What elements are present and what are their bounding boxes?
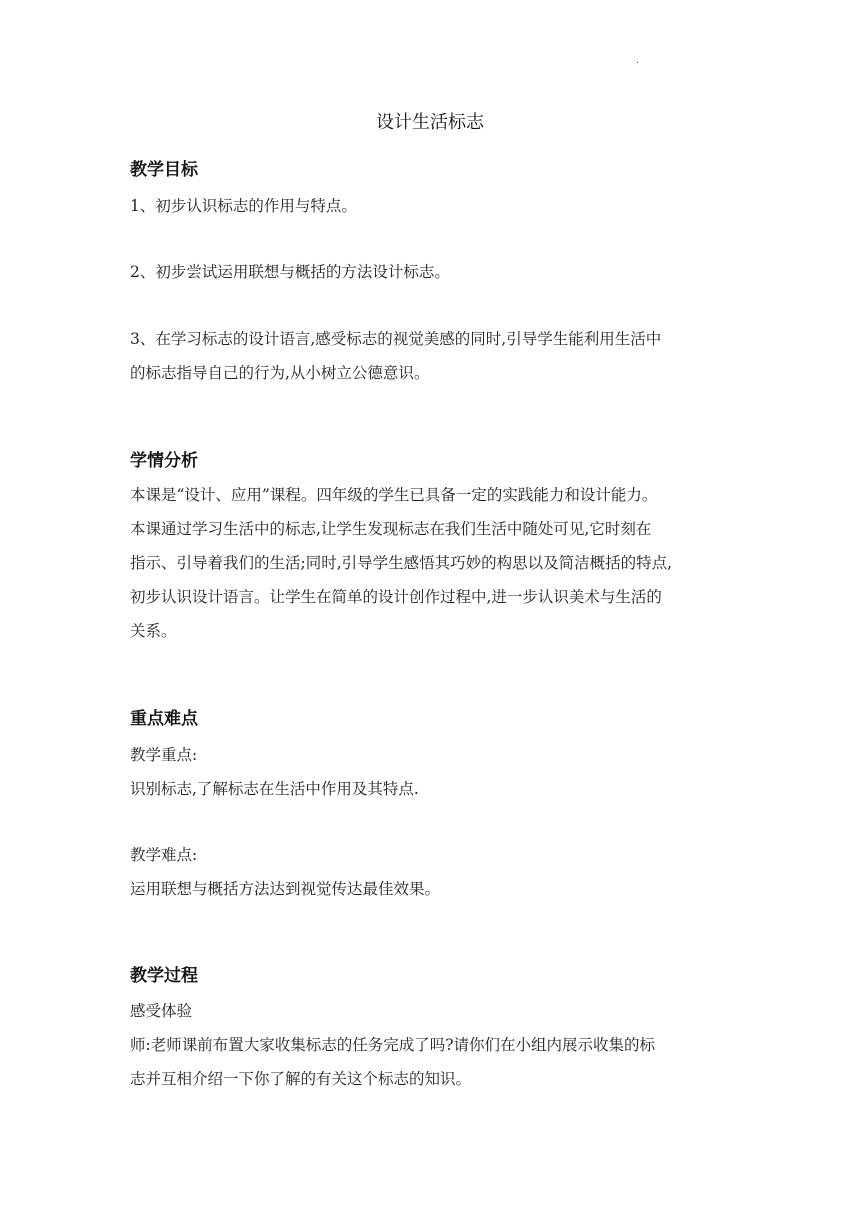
process-line-1: 师:老师课前布置大家收集标志的任务完成了吗?请你们在小组内展示收集的标 xyxy=(130,1036,656,1054)
focus-label: 教学重点: xyxy=(130,746,198,764)
analysis-line-4: 初步认识设计语言。让学生在简单的设计创作过程中,进一步认识美术与生活的 xyxy=(130,588,662,606)
difficulty-text: 运用联想与概括方法达到视觉传达最佳效果。 xyxy=(130,880,441,898)
header-dot: · xyxy=(636,58,640,69)
page-title: 设计生活标志 xyxy=(376,112,484,133)
analysis-line-2: 本课通过学习生活中的标志,让学生发现标志在我们生活中随处可见,它时刻在 xyxy=(130,520,652,538)
goal-item-2 xyxy=(130,255,740,289)
section-heading-keypoints: 重点难点 xyxy=(130,709,198,729)
goal-item-1-text: 1、初步认识标志的作用与特点。 xyxy=(130,197,357,215)
goal-item-3-line-1: 3、在学习标志的设计语言,感受标志的视觉美感的同时,引导学生能利用生活中 xyxy=(130,330,662,348)
analysis-line-3: 指示、引导着我们的生活;同时,引导学生感悟其巧妙的构思以及简洁概括的特点, xyxy=(130,554,673,572)
goal-item-2-text: 2、初步尝试运用联想与概括的方法设计标志。 xyxy=(130,263,450,281)
process-subheading: 感受体验 xyxy=(130,1002,193,1020)
analysis-line-5: 关系。 xyxy=(130,622,177,640)
section-heading-process: 教学过程 xyxy=(130,966,198,986)
process-line-2: 志并互相介绍一下你了解的有关这个标志的知识。 xyxy=(130,1070,472,1088)
goal-item-1 xyxy=(130,189,740,223)
goal-item-3 xyxy=(130,322,740,390)
analysis-paragraph xyxy=(130,478,740,648)
section-heading-goals: 教学目标 xyxy=(130,160,198,180)
process-block xyxy=(130,994,740,1096)
focus-block xyxy=(130,738,740,806)
section-heading-analysis: 学情分析 xyxy=(130,451,198,471)
goal-item-3-line-2: 的标志指导自己的行为,从小树立公德意识。 xyxy=(130,364,430,382)
difficulty-label: 教学难点: xyxy=(130,846,198,864)
difficulty-block xyxy=(130,838,740,906)
focus-text: 识别标志,了解标志在生活中作用及其特点. xyxy=(130,780,419,798)
analysis-line-1: 本课是“设计、应用”课程。四年级的学生已具备一定的实践能力和设计能力。 xyxy=(130,486,658,504)
